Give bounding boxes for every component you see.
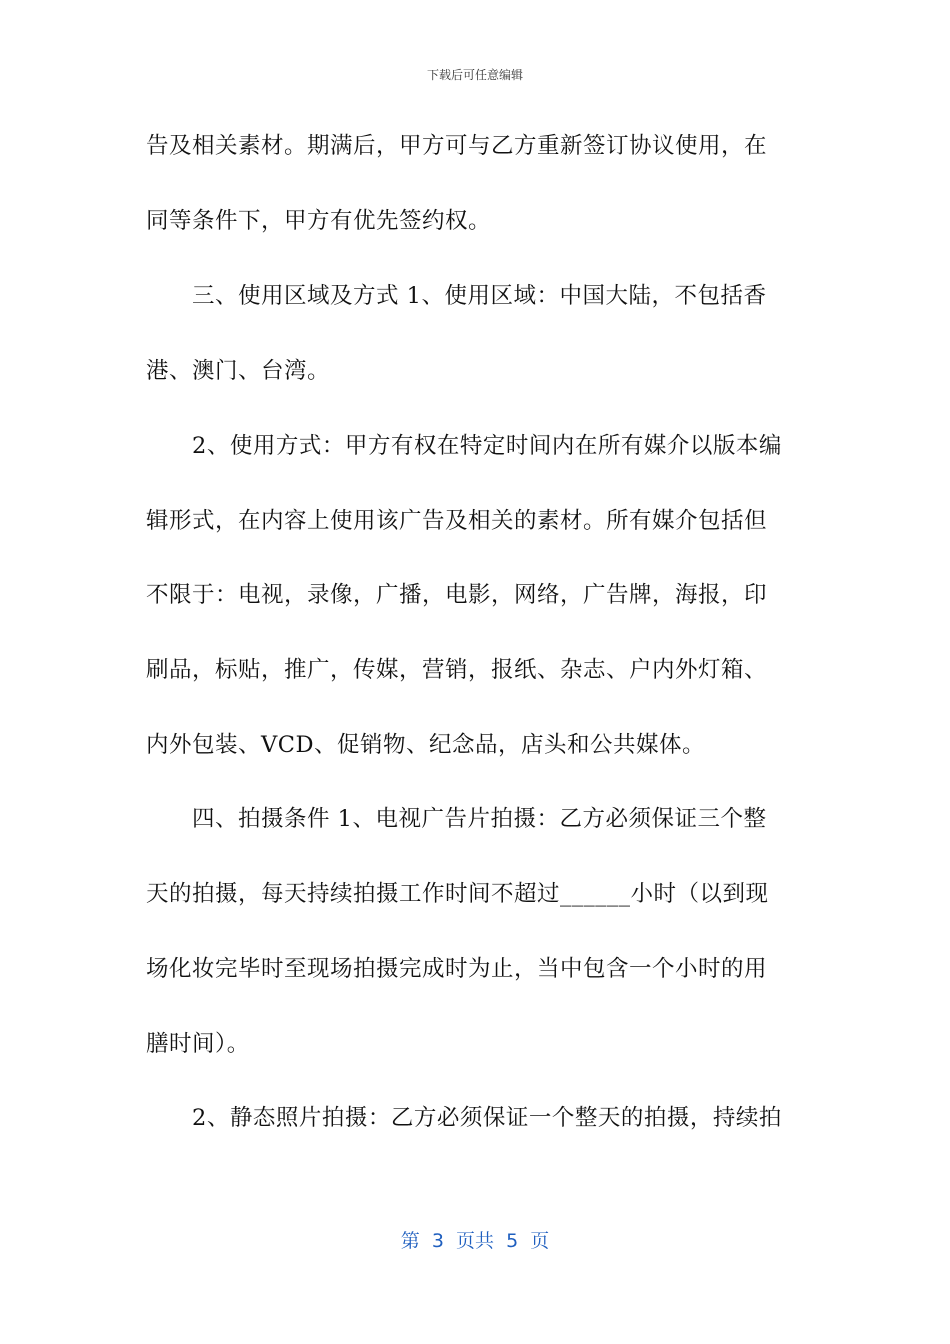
text-line: 四、拍摄条件 1、电视广告片拍摄：乙方必须保证三个整 xyxy=(192,806,767,832)
text-line: 告及相关素材。期满后，甲方可与乙方重新签订协议使用，在 xyxy=(146,133,768,159)
text-line: 不限于：电视，录像，广播，电影，网络，广告牌，海报，印 xyxy=(146,582,768,608)
text-line: 三、使用区域及方式 1、使用区域：中国大陆，不包括香 xyxy=(192,283,767,309)
text-line: 内外包装、VCD、促销物、纪念品，店头和公共媒体。 xyxy=(146,732,706,758)
text-line: 场化妆完毕时至现场拍摄完成时为止，当中包含一个小时的用 xyxy=(146,956,768,982)
text-line: 天的拍摄，每天持续拍摄工作时间不超过______小时（以到现 xyxy=(146,881,769,907)
text-line: 辑形式，在内容上使用该广告及相关的素材。所有媒介包括但 xyxy=(146,508,768,534)
text-line: 港、澳门、台湾。 xyxy=(146,358,331,384)
text-line: 2、静态照片拍摄：乙方必须保证一个整天的拍摄，持续拍 xyxy=(192,1105,782,1131)
text-line: 2、使用方式：甲方有权在特定时间内在所有媒介以版本编 xyxy=(192,433,782,459)
text-line: 刷品，标贴，推广，传媒，营销，报纸、杂志、户内外灯箱、 xyxy=(146,657,768,683)
text-line: 同等条件下，甲方有优先签约权。 xyxy=(146,208,492,234)
page-header: 下载后可任意编辑 xyxy=(426,68,523,82)
text-line: 膳时间）。 xyxy=(146,1031,250,1057)
page-number: 第 3 页共 5 页 xyxy=(400,1230,550,1252)
